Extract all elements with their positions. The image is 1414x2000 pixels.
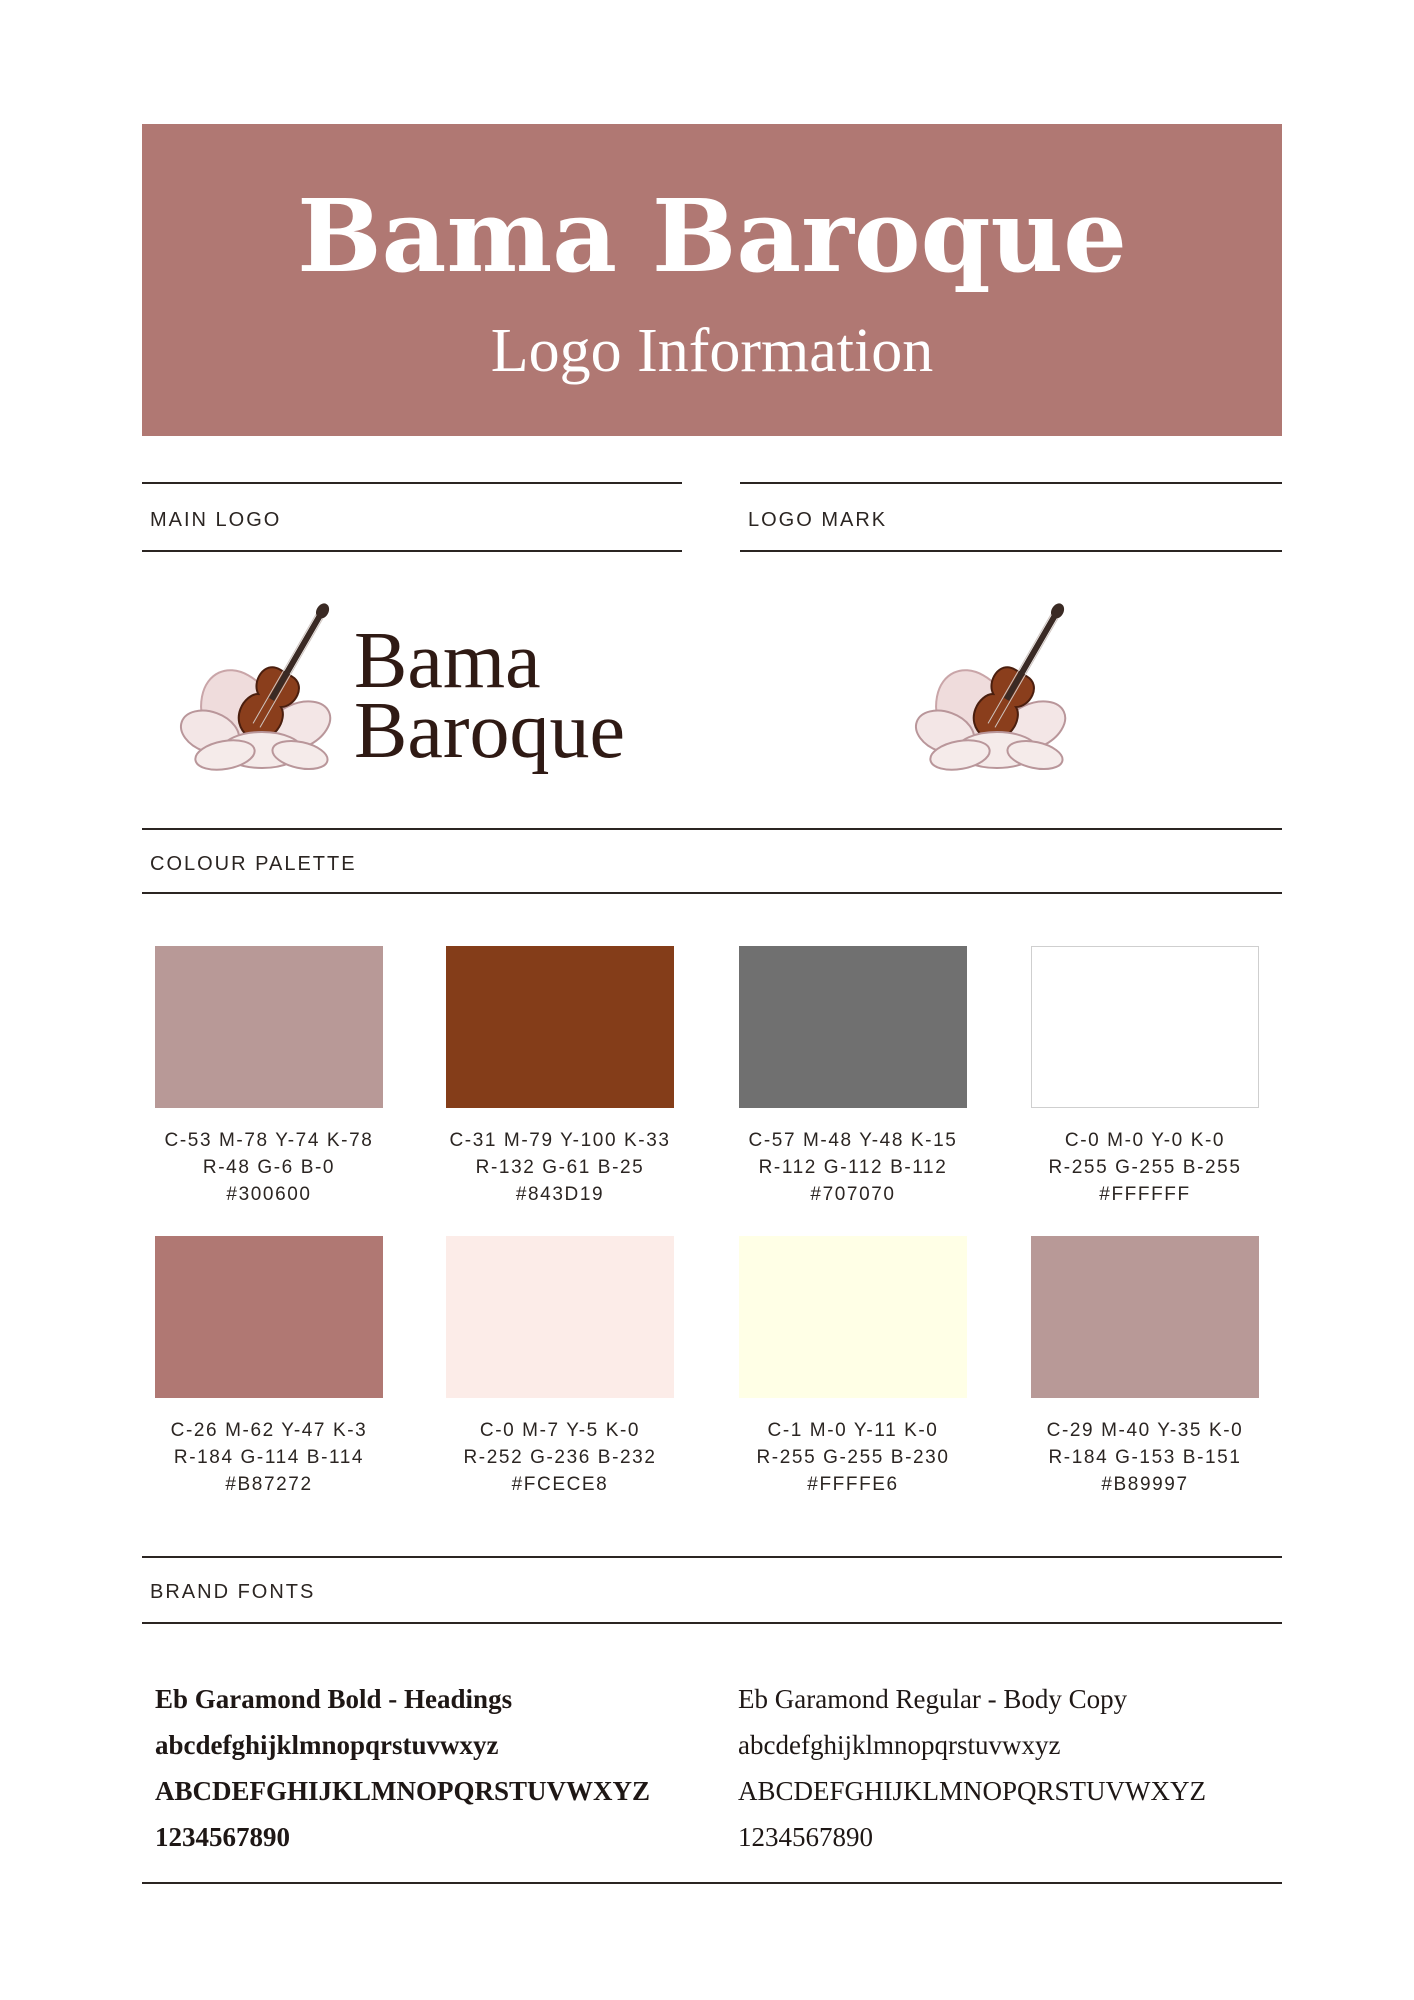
cmyk-value: C-26 M-62 Y-47 K-3 (170, 1420, 368, 1441)
rgb-value: R-255 G-255 B-255 (1048, 1157, 1242, 1178)
divider (142, 892, 1282, 894)
divider (740, 482, 1282, 484)
wordmark-line-2: Baroque (354, 687, 626, 775)
page-subtitle: Logo Information (490, 317, 934, 385)
hex-value: #B87272 (225, 1474, 313, 1495)
cmyk-value: C-57 M-48 Y-48 K-15 (748, 1130, 958, 1151)
hex-value: #843D19 (515, 1184, 605, 1205)
font-digits: 1234567890 (155, 1822, 290, 1852)
color-info (1000, 1417, 1290, 1498)
color-info (1000, 1127, 1290, 1208)
font-uppercase: ABCDEFGHIJKLMNOPQRSTUVWXYZ (155, 1776, 651, 1806)
divider (142, 1556, 1282, 1558)
divider (142, 1882, 1282, 1884)
divider (740, 550, 1282, 552)
color-info (415, 1417, 705, 1498)
logo-wordmark (354, 617, 626, 775)
cmyk-value: C-1 M-0 Y-11 K-0 (767, 1420, 939, 1441)
section-label-logo-mark: LOGO MARK (748, 509, 888, 531)
cmyk-value: C-0 M-7 Y-5 K-0 (479, 1420, 641, 1441)
rgb-value: R-255 G-255 B-230 (756, 1447, 950, 1468)
hex-value: #300600 (226, 1184, 312, 1205)
font-name: Eb Garamond Bold - Headings (155, 1684, 513, 1714)
rgb-value: R-252 G-236 B-232 (463, 1447, 657, 1468)
cmyk-value: C-53 M-78 Y-74 K-78 (164, 1130, 374, 1151)
violin-lotus-icon (170, 590, 340, 780)
color-swatch (1031, 946, 1259, 1108)
color-swatch (155, 1236, 383, 1398)
logo-mark (905, 590, 1075, 780)
hex-value: #FFFFE6 (807, 1474, 899, 1495)
cmyk-value: C-0 M-0 Y-0 K-0 (1064, 1130, 1226, 1151)
divider (142, 482, 682, 484)
color-swatch (739, 946, 967, 1108)
rgb-value: R-184 G-153 B-151 (1048, 1447, 1242, 1468)
section-label-colour-palette: COLOUR PALETTE (150, 853, 357, 875)
cmyk-value: C-31 M-79 Y-100 K-33 (449, 1130, 671, 1151)
font-lowercase: abcdefghijklmnopqrstuvwxyz (155, 1730, 499, 1760)
hex-value: #707070 (810, 1184, 896, 1205)
color-swatch (446, 946, 674, 1108)
font-digits: 1234567890 (738, 1822, 873, 1852)
hex-value: #FCECE8 (511, 1474, 609, 1495)
divider (142, 1622, 1282, 1624)
color-info (124, 1417, 414, 1498)
wordmark-line-1: Bama (354, 617, 541, 705)
color-swatch (1031, 1236, 1259, 1398)
page-title: Bama Baroque (297, 177, 1127, 295)
font-name: Eb Garamond Regular - Body Copy (738, 1684, 1128, 1714)
color-swatch (739, 1236, 967, 1398)
divider (142, 828, 1282, 830)
divider (142, 550, 682, 552)
rgb-value: R-184 G-114 B-114 (173, 1447, 365, 1468)
color-info (708, 1417, 998, 1498)
body-font-sample (738, 1676, 1206, 1860)
header-banner (142, 124, 1282, 436)
rgb-value: R-112 G-112 B-112 (758, 1157, 948, 1178)
color-info (124, 1127, 414, 1208)
font-lowercase: abcdefghijklmnopqrstuvwxyz (738, 1730, 1061, 1760)
color-info (415, 1127, 705, 1208)
rgb-value: R-48 G-6 B-0 (202, 1157, 336, 1178)
color-info (708, 1127, 998, 1208)
color-swatch (155, 946, 383, 1108)
section-label-main-logo: MAIN LOGO (150, 509, 282, 531)
section-label-brand-fonts: BRAND FONTS (150, 1581, 316, 1603)
color-swatch (446, 1236, 674, 1398)
hex-value: #B89997 (1101, 1474, 1189, 1495)
cmyk-value: C-29 M-40 Y-35 K-0 (1046, 1420, 1244, 1441)
font-uppercase: ABCDEFGHIJKLMNOPQRSTUVWXYZ (738, 1776, 1207, 1806)
heading-font-sample (155, 1676, 650, 1860)
hex-value: #FFFFFF (1099, 1184, 1191, 1205)
violin-lotus-icon (905, 590, 1075, 780)
rgb-value: R-132 G-61 B-25 (475, 1157, 645, 1178)
